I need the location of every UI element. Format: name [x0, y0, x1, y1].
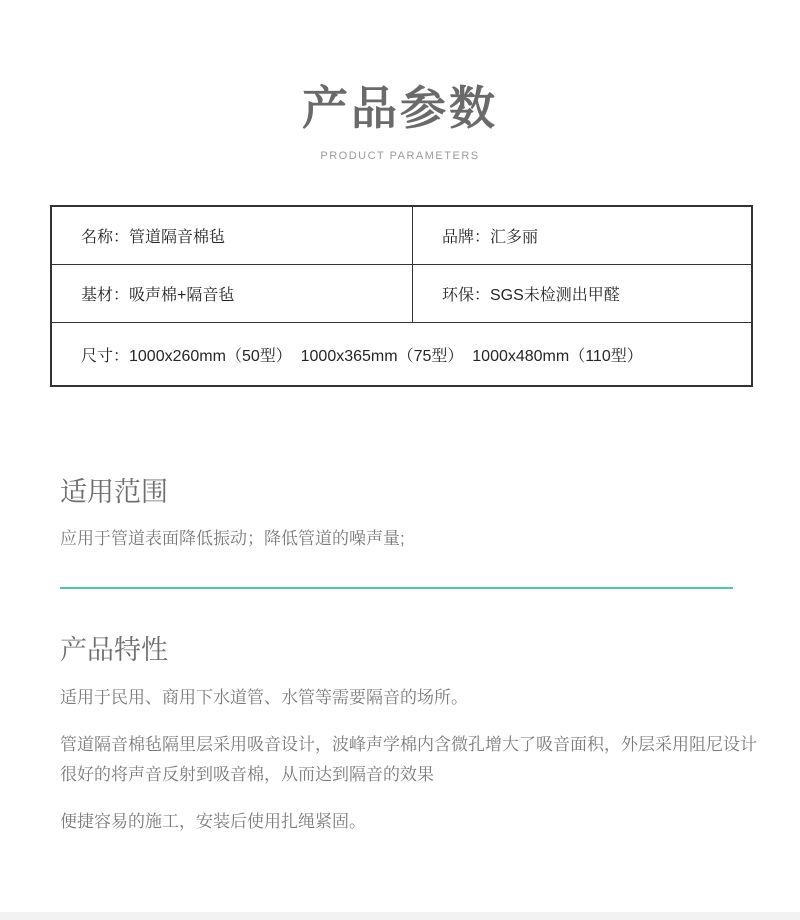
- features-section: [60, 628, 760, 854]
- spec-cell-size: 尺寸：1000x260mm（50型） 1000x365mm（75型） 1000x480mm（110型）: [52, 322, 751, 385]
- page-title: 产品参数: [302, 82, 498, 134]
- spec-table: [50, 205, 753, 387]
- table-row: [52, 264, 751, 322]
- spec-cell-eco: 环保：SGS未检测出甲醛: [442, 287, 620, 304]
- features-paragraph: 便捷容易的施工，安装后使用扎绳紧固。: [60, 812, 366, 831]
- features-section-title: 产品特性: [60, 635, 168, 665]
- scope-section-title: 适用范围: [60, 477, 168, 507]
- spec-cell-material: 基材：吸声棉+隔音毡: [52, 265, 413, 322]
- page-subtitle: PRODUCT PARAMETERS: [320, 150, 480, 162]
- features-paragraph: 适用于民用、商用下水道管、水管等需要隔音的场所。: [60, 688, 468, 707]
- footer-strip: [0, 912, 800, 920]
- header: [0, 0, 800, 162]
- features-paragraph: 管道隔音棉毡隔里层采用吸音设计，波峰声学棉内含微孔增大了吸音面积，外层采用阻尼设计很好的将声音反射到吸音棉，从而达到隔音的效果: [60, 735, 757, 784]
- scope-section-body: 应用于管道表面降低振动；降低管道的噪声量;: [60, 529, 405, 548]
- scope-section: [60, 470, 760, 554]
- spec-cell-brand: 品牌：汇多丽: [442, 229, 539, 246]
- spec-cell-name: 名称：管道隔音棉毡: [52, 207, 413, 264]
- section-divider: [60, 587, 733, 589]
- table-row: [52, 207, 751, 264]
